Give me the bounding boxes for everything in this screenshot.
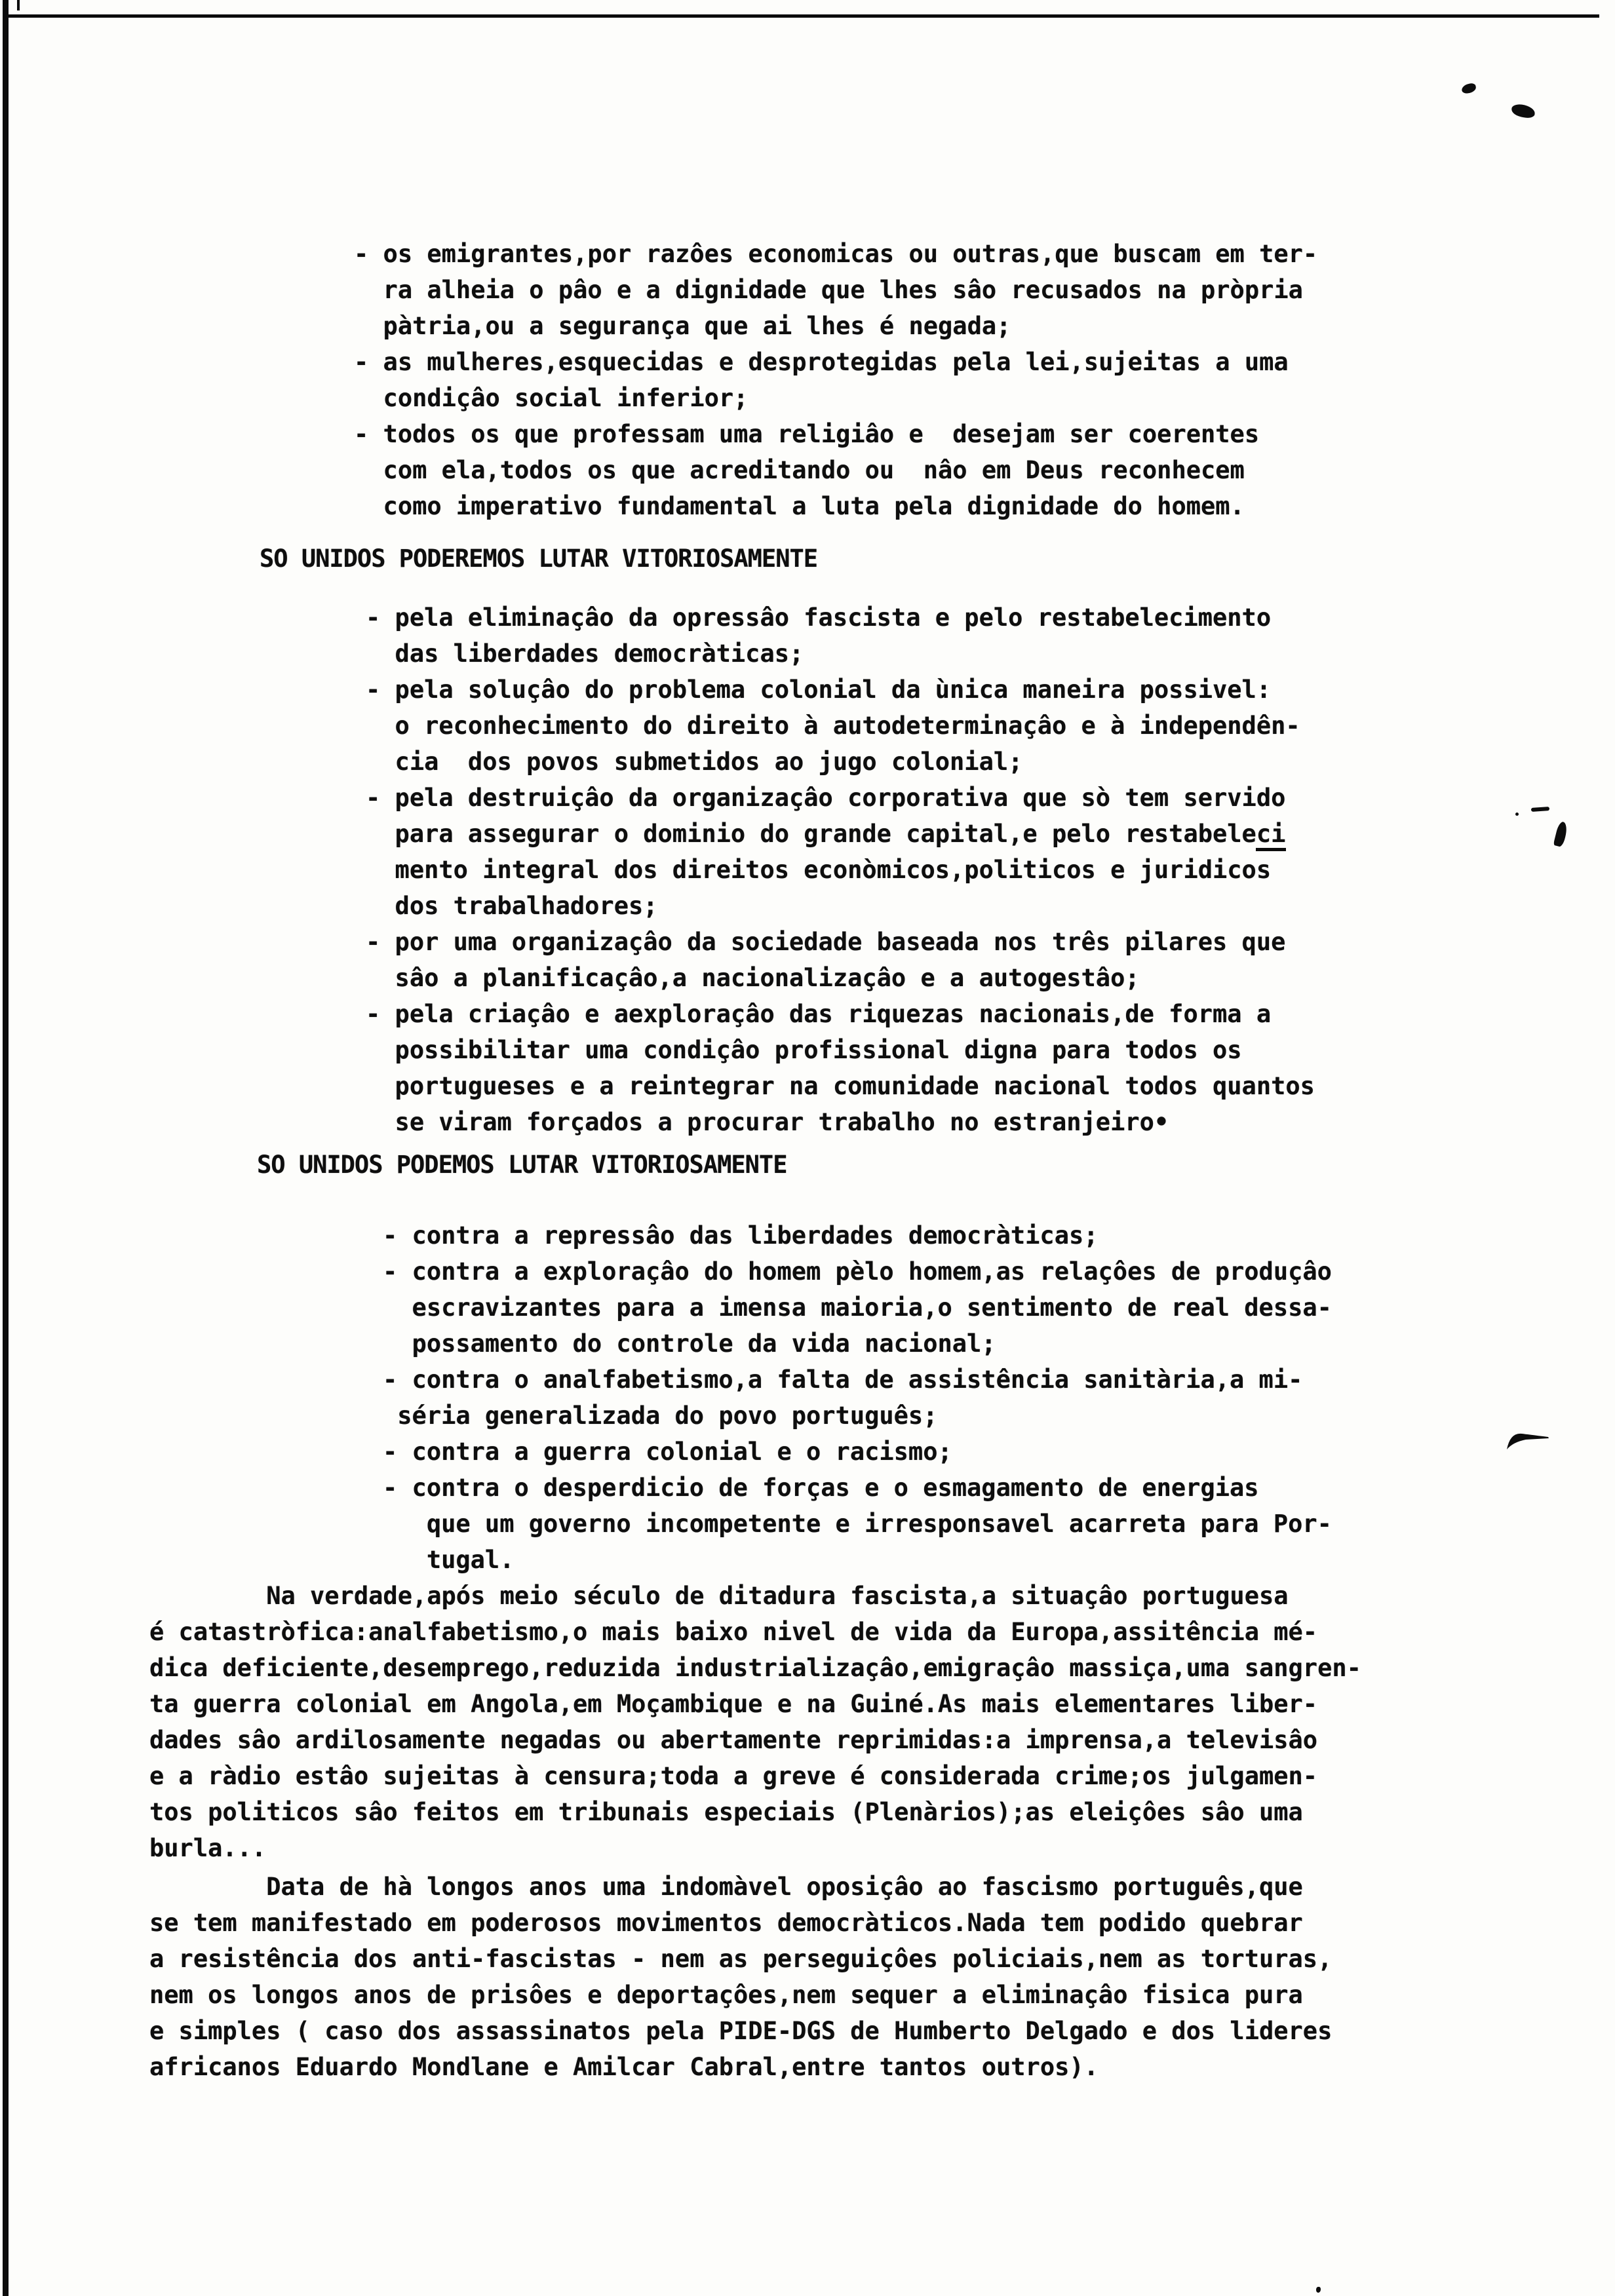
- paragraph-line: Data de hà longos anos uma indomàvel oposiçâo ao fascismo português,que: [149, 1873, 1303, 1901]
- bullet-list-line: - contra a repressâo das liberdades democràticas;: [383, 1221, 1099, 1250]
- bullet-list-line: pàtria,ou a segurança que ai lhes é negada;: [354, 312, 1011, 340]
- paragraph-line: dades sâo ardilosamente negadas ou abertamente reprimidas:a imprensa,a televisâo: [149, 1726, 1318, 1754]
- paragraph-line: tos politicos sâo feitos em tribunais especiais (Plenàrios);as eleiçôes sâo uma: [149, 1798, 1303, 1826]
- bullet-list-emigrantes: [354, 236, 1317, 524]
- bullet-list-line: se viram forçados a procurar trabalho no estranjeiro•: [366, 1108, 1169, 1136]
- ink-smudge: [1461, 83, 1477, 94]
- ink-speck: [1316, 2287, 1321, 2293]
- bullet-list-line: possamento do controle da vida nacional;: [383, 1330, 996, 1358]
- section-heading-text: SO UNIDOS PODEREMOS LUTAR VITORIOSAMENTE: [260, 545, 818, 573]
- bullet-list-line: dos trabalhadores;: [366, 892, 658, 920]
- paragraph-line: ta guerra colonial em Angola,em Moçambique e na Guiné.As mais elementares liber-: [149, 1690, 1318, 1718]
- bullet-list-line: condiçâo social inferior;: [354, 384, 749, 412]
- paragraph-line: é catastròfica:analfabetismo,o mais baixo nivel de vida da Europa,assitência mé-: [149, 1618, 1318, 1646]
- bullet-list-line: - pela eliminaçâo da opressâo fascista e pelo restabelecimento: [366, 603, 1272, 632]
- bullet-list-line: com ela,todos os que acreditando ou nâo em Deus reconhecem: [354, 456, 1245, 484]
- bullet-list-line: o reconhecimento do direito à autodeterminaçâo e à independên-: [366, 712, 1300, 740]
- bullet-list-line: sâo a planificaçâo,a nacionalizaçâo e a autogestâo;: [366, 964, 1140, 992]
- bullet-list-line: das liberdades democràticas;: [366, 640, 804, 668]
- paragraph-line: a resistência dos anti-fascistas - nem as perseguiçôes policiais,nem as torturas,: [149, 1945, 1333, 1973]
- scan-left-edge-line: [3, 0, 9, 2296]
- scan-corner-tick: [17, 0, 20, 10]
- underline-mark: [1256, 848, 1286, 851]
- bullet-list-line: - pela destruiçâo da organizaçâo corporativa que sò tem servido: [366, 784, 1286, 812]
- bullet-list-line: - contra o desperdicio de forças e o esmagamento de energias: [383, 1474, 1259, 1502]
- section-heading-poderemos: [260, 541, 817, 577]
- ink-smudge: [1511, 104, 1536, 119]
- bullet-list-line: possibilitar uma condiçâo profissional digna para todos os: [366, 1036, 1242, 1064]
- bullet-list-line: portugueses e a reintegrar na comunidade nacional todos quantos: [366, 1072, 1315, 1100]
- ink-swoosh-mark: [1505, 1427, 1552, 1453]
- paragraph-line: e a ràdio estâo sujeitas à censura;toda a greve é considerada crime;os julgamen-: [149, 1762, 1318, 1790]
- bullet-list-line: tugal.: [383, 1546, 515, 1574]
- bullet-list-line: - pela criaçâo e aexploraçâo das riquezas nacionais,de forma a: [366, 1000, 1272, 1028]
- bullet-list-contra: [383, 1217, 1332, 1578]
- ink-comma-mark: [1553, 821, 1569, 848]
- bullet-list-line: que um governo incompetente e irresponsavel acarreta para Por-: [383, 1510, 1332, 1538]
- section-heading-text: SO UNIDOS PODEMOS LUTAR VITORIOSAMENTE: [257, 1151, 787, 1179]
- bullet-list-line: - contra a guerra colonial e o racismo;: [383, 1438, 952, 1466]
- bullet-list-line: - todos os que professam uma religiâo e desejam ser coerentes: [354, 420, 1260, 448]
- bullet-list-line: - as mulheres,esquecidas e desprotegidas pela lei,sujeitas a uma: [354, 348, 1289, 376]
- section-heading-podemos: [257, 1147, 787, 1183]
- paragraph-line: burla...: [149, 1834, 267, 1862]
- bullet-list-line: - contra a exploraçâo do homem pèlo homem,as relaçôes de produçâo: [383, 1257, 1332, 1286]
- bullet-list-line: - por uma organizaçâo da sociedade baseada nos três pilares que: [366, 928, 1286, 956]
- bullet-list-pela: [366, 600, 1315, 1140]
- paragraph-data-de-ha: [149, 1869, 1332, 2085]
- paragraph-line: africanos Eduardo Mondlane e Amilcar Cabral,entre tantos outros).: [149, 2053, 1099, 2081]
- bullet-list-line: séria generalizada do povo português;: [383, 1402, 938, 1430]
- bullet-list-line: cia dos povos submetidos ao jugo colonial;: [366, 748, 1023, 776]
- bullet-list-line: - pela soluçâo do problema colonial da ùnica maneira possivel:: [366, 676, 1272, 704]
- paragraph-line: dica deficiente,desemprego,reduzida industrializaçâo,emigraçâo massiça,uma sangren-: [149, 1654, 1361, 1682]
- bullet-list-line: mento integral dos direitos econòmicos,politicos e juridicos: [366, 856, 1272, 884]
- paragraph-na-verdade: [149, 1578, 1361, 1866]
- bullet-list-line: para assegurar o dominio do grande capital,e pelo restabeleci: [366, 820, 1286, 848]
- bullet-list-line: - contra o analfabetismo,a falta de assistência sanitària,a mi-: [383, 1366, 1303, 1394]
- paragraph-line: e simples ( caso dos assassinatos pela PIDE-DGS de Humberto Delgado e dos lideres: [149, 2017, 1333, 2045]
- bullet-list-line: como imperativo fundamental a luta pela dignidade do homem.: [354, 492, 1245, 520]
- paragraph-line: Na verdade,após meio século de ditadura fascista,a situaçâo portuguesa: [149, 1582, 1289, 1610]
- paragraph-line: nem os longos anos de prisôes e deportaçôes,nem sequer a eliminaçâo fisica pura: [149, 1981, 1303, 2009]
- ink-speck: [1515, 813, 1519, 816]
- bullet-list-line: ra alheia o pâo e a dignidade que lhes sâo recusados na pròpria: [354, 276, 1303, 304]
- paragraph-line: se tem manifestado em poderosos movimentos democràticos.Nada tem podido quebrar: [149, 1909, 1303, 1937]
- ink-dash-mark: [1531, 807, 1549, 812]
- bullet-list-line: escravizantes para a imensa maioria,o sentimento de real dessa-: [383, 1293, 1332, 1322]
- scan-top-edge-line: [3, 14, 1599, 18]
- bullet-list-line: - os emigrantes,por razôes economicas ou outras,que buscam em ter-: [354, 240, 1318, 268]
